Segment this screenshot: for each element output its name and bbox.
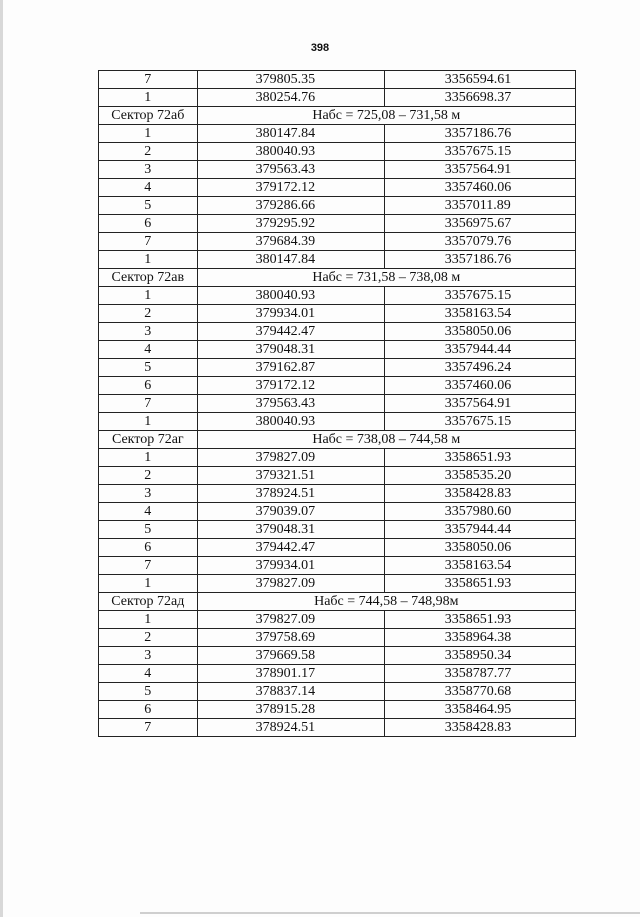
x-coordinate: 379684.39 bbox=[197, 233, 384, 251]
point-number: 6 bbox=[99, 377, 198, 395]
point-number: 5 bbox=[99, 359, 198, 377]
x-coordinate: 378901.17 bbox=[197, 665, 384, 683]
y-coordinate: 3357186.76 bbox=[384, 251, 575, 269]
point-number: 5 bbox=[99, 521, 198, 539]
point-number: 1 bbox=[99, 449, 198, 467]
table-row bbox=[99, 323, 576, 341]
table-row bbox=[99, 89, 576, 107]
x-coordinate: 380040.93 bbox=[197, 143, 384, 161]
sector-elevation-range: Набс = 731,58 – 738,08 м bbox=[197, 269, 575, 287]
point-number: 7 bbox=[99, 395, 198, 413]
point-number: 2 bbox=[99, 143, 198, 161]
x-coordinate: 379048.31 bbox=[197, 521, 384, 539]
table-row bbox=[99, 539, 576, 557]
point-number: 2 bbox=[99, 629, 198, 647]
point-number: 4 bbox=[99, 665, 198, 683]
point-number: 4 bbox=[99, 179, 198, 197]
y-coordinate: 3358464.95 bbox=[384, 701, 575, 719]
x-coordinate: 379758.69 bbox=[197, 629, 384, 647]
table-row bbox=[99, 71, 576, 89]
x-coordinate: 379827.09 bbox=[197, 449, 384, 467]
table-row bbox=[99, 611, 576, 629]
point-number: 2 bbox=[99, 467, 198, 485]
point-number: 4 bbox=[99, 503, 198, 521]
x-coordinate: 379827.09 bbox=[197, 575, 384, 593]
page-number: 398 bbox=[310, 42, 330, 54]
x-coordinate: 379286.66 bbox=[197, 197, 384, 215]
y-coordinate: 3356594.61 bbox=[384, 71, 575, 89]
y-coordinate: 3358651.93 bbox=[384, 449, 575, 467]
table-row bbox=[99, 485, 576, 503]
y-coordinate: 3358050.06 bbox=[384, 539, 575, 557]
x-coordinate: 379934.01 bbox=[197, 557, 384, 575]
point-number: 6 bbox=[99, 539, 198, 557]
table-row bbox=[99, 557, 576, 575]
x-coordinate: 379669.58 bbox=[197, 647, 384, 665]
y-coordinate: 3357980.60 bbox=[384, 503, 575, 521]
sector-header-row bbox=[99, 593, 576, 611]
sector-header-row bbox=[99, 107, 576, 125]
sector-header-row bbox=[99, 269, 576, 287]
x-coordinate: 378915.28 bbox=[197, 701, 384, 719]
y-coordinate: 3358050.06 bbox=[384, 323, 575, 341]
x-coordinate: 379172.12 bbox=[197, 179, 384, 197]
x-coordinate: 379295.92 bbox=[197, 215, 384, 233]
y-coordinate: 3357460.06 bbox=[384, 179, 575, 197]
y-coordinate: 3358770.68 bbox=[384, 683, 575, 701]
table-row bbox=[99, 161, 576, 179]
point-number: 6 bbox=[99, 701, 198, 719]
sector-header-row bbox=[99, 431, 576, 449]
table-row bbox=[99, 179, 576, 197]
x-coordinate: 380147.84 bbox=[197, 125, 384, 143]
y-coordinate: 3356975.67 bbox=[384, 215, 575, 233]
y-coordinate: 3358651.93 bbox=[384, 611, 575, 629]
x-coordinate: 379172.12 bbox=[197, 377, 384, 395]
table-row bbox=[99, 197, 576, 215]
y-coordinate: 3357496.24 bbox=[384, 359, 575, 377]
y-coordinate: 3358950.34 bbox=[384, 647, 575, 665]
x-coordinate: 378924.51 bbox=[197, 719, 384, 737]
point-number: 3 bbox=[99, 647, 198, 665]
y-coordinate: 3357944.44 bbox=[384, 521, 575, 539]
coordinates-table-body bbox=[99, 71, 576, 737]
x-coordinate: 379934.01 bbox=[197, 305, 384, 323]
y-coordinate: 3358535.20 bbox=[384, 467, 575, 485]
point-number: 1 bbox=[99, 611, 198, 629]
point-number: 5 bbox=[99, 197, 198, 215]
x-coordinate: 379563.43 bbox=[197, 161, 384, 179]
table-row bbox=[99, 233, 576, 251]
sector-label: Сектор 72аб bbox=[99, 107, 198, 125]
table-row bbox=[99, 215, 576, 233]
table-row bbox=[99, 647, 576, 665]
table-row bbox=[99, 719, 576, 737]
x-coordinate: 378837.14 bbox=[197, 683, 384, 701]
point-number: 3 bbox=[99, 323, 198, 341]
point-number: 1 bbox=[99, 287, 198, 305]
y-coordinate: 3357944.44 bbox=[384, 341, 575, 359]
x-coordinate: 378924.51 bbox=[197, 485, 384, 503]
sector-label: Сектор 72аг bbox=[99, 431, 198, 449]
scan-left-edge bbox=[0, 0, 3, 917]
y-coordinate: 3357675.15 bbox=[384, 287, 575, 305]
sector-elevation-range: Набс = 744,58 – 748,98м bbox=[197, 593, 575, 611]
x-coordinate: 379442.47 bbox=[197, 323, 384, 341]
point-number: 1 bbox=[99, 89, 198, 107]
point-number: 3 bbox=[99, 161, 198, 179]
y-coordinate: 3357675.15 bbox=[384, 413, 575, 431]
point-number: 1 bbox=[99, 413, 198, 431]
x-coordinate: 379048.31 bbox=[197, 341, 384, 359]
y-coordinate: 3358964.38 bbox=[384, 629, 575, 647]
y-coordinate: 3357460.06 bbox=[384, 377, 575, 395]
y-coordinate: 3358163.54 bbox=[384, 557, 575, 575]
table-row bbox=[99, 467, 576, 485]
y-coordinate: 3356698.37 bbox=[384, 89, 575, 107]
point-number: 3 bbox=[99, 485, 198, 503]
x-coordinate: 380254.76 bbox=[197, 89, 384, 107]
point-number: 1 bbox=[99, 575, 198, 593]
table-row bbox=[99, 503, 576, 521]
point-number: 1 bbox=[99, 125, 198, 143]
y-coordinate: 3357675.15 bbox=[384, 143, 575, 161]
table-row bbox=[99, 395, 576, 413]
table-row bbox=[99, 521, 576, 539]
y-coordinate: 3358787.77 bbox=[384, 665, 575, 683]
sector-elevation-range: Набс = 725,08 – 731,58 м bbox=[197, 107, 575, 125]
point-number: 4 bbox=[99, 341, 198, 359]
table-row bbox=[99, 377, 576, 395]
table-row bbox=[99, 575, 576, 593]
y-coordinate: 3358651.93 bbox=[384, 575, 575, 593]
y-coordinate: 3358428.83 bbox=[384, 719, 575, 737]
x-coordinate: 380040.93 bbox=[197, 287, 384, 305]
coordinates-table bbox=[98, 70, 576, 737]
table-row bbox=[99, 629, 576, 647]
table-row bbox=[99, 701, 576, 719]
y-coordinate: 3357011.89 bbox=[384, 197, 575, 215]
y-coordinate: 3358428.83 bbox=[384, 485, 575, 503]
x-coordinate: 379442.47 bbox=[197, 539, 384, 557]
x-coordinate: 379162.87 bbox=[197, 359, 384, 377]
table-row bbox=[99, 665, 576, 683]
table-row bbox=[99, 413, 576, 431]
y-coordinate: 3357186.76 bbox=[384, 125, 575, 143]
point-number: 7 bbox=[99, 233, 198, 251]
scan-bottom-edge bbox=[140, 912, 640, 914]
sector-label: Сектор 72ад bbox=[99, 593, 198, 611]
table-row bbox=[99, 341, 576, 359]
point-number: 7 bbox=[99, 719, 198, 737]
x-coordinate: 379805.35 bbox=[197, 71, 384, 89]
table-row bbox=[99, 143, 576, 161]
table-row bbox=[99, 287, 576, 305]
y-coordinate: 3357564.91 bbox=[384, 161, 575, 179]
table-row bbox=[99, 251, 576, 269]
table-row bbox=[99, 683, 576, 701]
table-row bbox=[99, 305, 576, 323]
sector-label: Сектор 72ав bbox=[99, 269, 198, 287]
x-coordinate: 379563.43 bbox=[197, 395, 384, 413]
point-number: 2 bbox=[99, 305, 198, 323]
point-number: 1 bbox=[99, 251, 198, 269]
table-row bbox=[99, 359, 576, 377]
point-number: 6 bbox=[99, 215, 198, 233]
x-coordinate: 379827.09 bbox=[197, 611, 384, 629]
point-number: 7 bbox=[99, 557, 198, 575]
x-coordinate: 379321.51 bbox=[197, 467, 384, 485]
table-row bbox=[99, 125, 576, 143]
x-coordinate: 380040.93 bbox=[197, 413, 384, 431]
table-row bbox=[99, 449, 576, 467]
x-coordinate: 380147.84 bbox=[197, 251, 384, 269]
y-coordinate: 3358163.54 bbox=[384, 305, 575, 323]
y-coordinate: 3357079.76 bbox=[384, 233, 575, 251]
point-number: 7 bbox=[99, 71, 198, 89]
x-coordinate: 379039.07 bbox=[197, 503, 384, 521]
y-coordinate: 3357564.91 bbox=[384, 395, 575, 413]
sector-elevation-range: Набс = 738,08 – 744,58 м bbox=[197, 431, 575, 449]
point-number: 5 bbox=[99, 683, 198, 701]
